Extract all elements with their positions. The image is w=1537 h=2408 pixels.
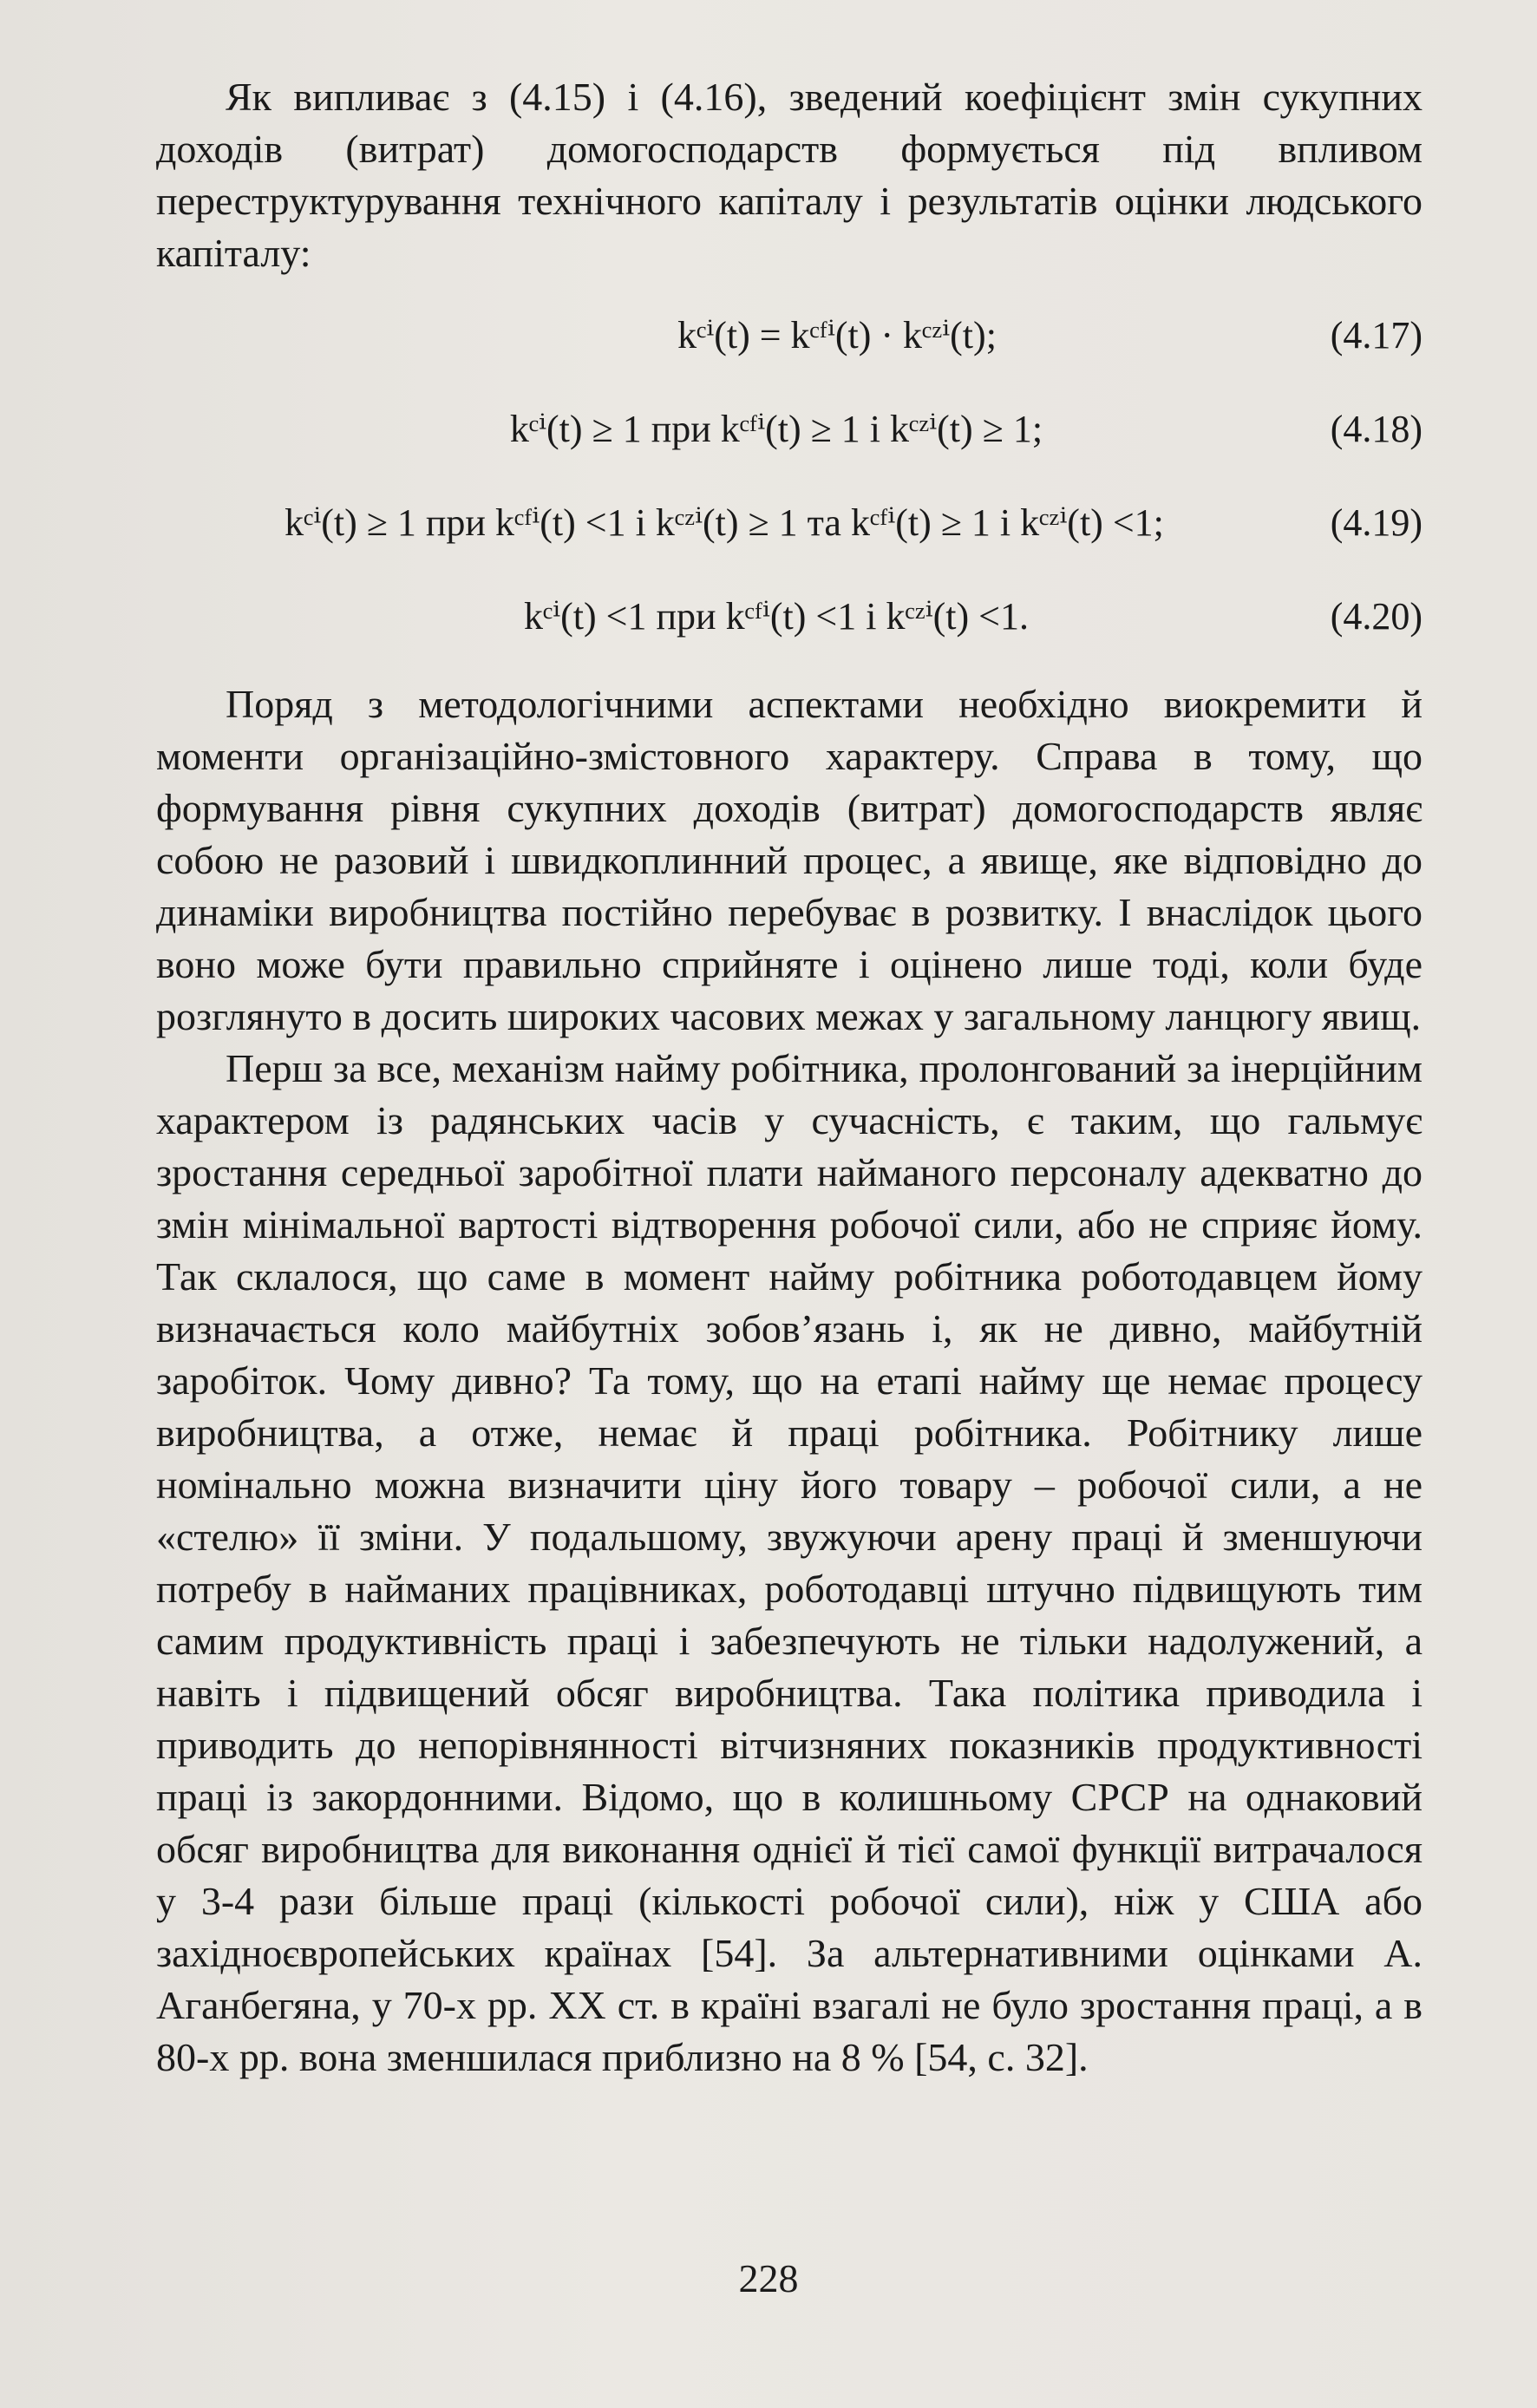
formula-expression: kᶜⁱ(t) <1 при kᶜᶠⁱ(t) <1 і kᶜᶻⁱ(t) <1. [524, 594, 1029, 638]
paragraph-methodology: Поряд з методологічними аспектами необхідно виокремити й моменти організаційно-змістовного характеру. Справа в тому, що формування рівня сукупних доходів (витрат) домогосподарств являє собою не разовий і швидкоплинний процес, а явище, яке відповідно до динаміки виробництва постійно перебуває в розвитку. І внаслідок цього воно може бути правильно сприйняте і оцінено лише тоді, коли буде розглянуто в досить широких часових межах у загальному ланцюгу явищ. [156, 682, 1423, 1038]
page-number: 228 [738, 2256, 799, 2300]
formula-expression: kᶜⁱ(t) ≥ 1 при kᶜᶠⁱ(t) <1 і kᶜᶻⁱ(t) ≥ 1 та kᶜᶠⁱ(t) ≥ 1 і kᶜᶻⁱ(t) <1; [285, 501, 1164, 544]
formula-expression: kᶜⁱ(t) = kᶜᶠⁱ(t) · kᶜᶻⁱ(t); [677, 313, 997, 357]
paragraph-intro: Як випливає з (4.15) і (4.16), зведений коефіцієнт змін сукупних доходів (витрат) домогосподарств формується під впливом переструктурування технічного капіталу і результатів оцінки людського капіталу: [156, 75, 1423, 275]
paragraph-hiring: Перш за все, механізм найму робітника, пролонгований за інерційним характером із радянських часів у сучасність, є таким, що гальмує зростання середньої заробітної плати найманого персоналу адекватно до змін мінімальної вартості відтворення робочої сили, або не сприяє йому. Так склалося, що саме в момент найму робітника роботодавцем йому визначається коло майбутніх зобов’язань і, як не дивно, майбутній заробіток. Чому дивно? Та тому, що на етапі найму ще немає процесу виробництва, а отже, немає й праці робітника. Робітнику лише номінально можна визначити ціну його товару – робочої сили, а не «стелю» її зміни. У подальшому, звужуючи арену праці й зменшуючи потребу в найманих працівниках, роботодавці штучно підвищують тим самим продуктивність праці і забезпечують не тільки надолужений, а навіть і підвищений обсяг виробництва. Така політика приводила і приводить до непорівнянності вітчизняних показників продуктивності праці із закордонними. Відомо, що в колишньому СРСР на однаковий обсяг виробництва для виконання однієї й тієї самої функції витрачалося у 3-4 рази більше праці (кількості робочої сили), ніж у США або західноєвропейських країнах [54]. За альтернативними оцінками А. Аганбегяна, у 70-х рр. XX ст. в країні взагалі не було зростання праці, а в 80-х рр. вона зменшилася приблизно на 8 % [54, с. 32]. [156, 1046, 1423, 2079]
page-content [156, 71, 1423, 2084]
formula-block [156, 288, 1423, 663]
formula-4-20 [156, 569, 1423, 663]
formula-number: (4.19) [1330, 501, 1423, 544]
formula-number: (4.17) [1330, 313, 1423, 357]
formula-number: (4.20) [1330, 594, 1423, 638]
formula-4-17 [156, 288, 1423, 382]
formula-expression: kᶜⁱ(t) ≥ 1 при kᶜᶠⁱ(t) ≥ 1 і kᶜᶻⁱ(t) ≥ 1; [509, 407, 1043, 450]
formula-4-19 [156, 475, 1423, 569]
formula-number: (4.18) [1330, 407, 1423, 450]
formula-4-18 [156, 382, 1423, 475]
